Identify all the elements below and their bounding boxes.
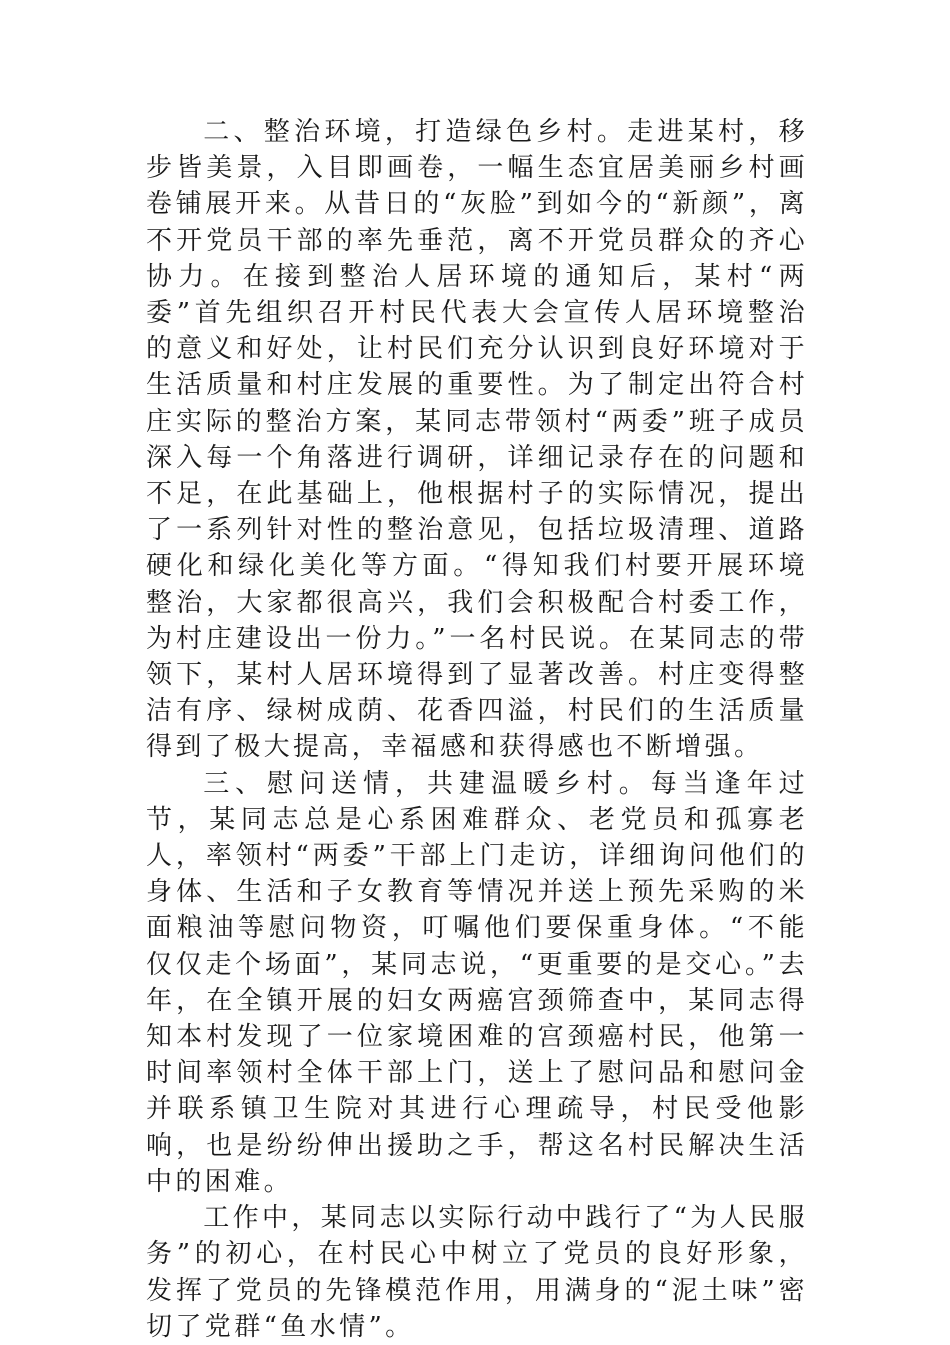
paragraph-condolence: 三、慰问送情，共建温暖乡村。每当逢年过节，某同志总是心系困难群众、老党员和孤寡老人，率领村“两委”干部上门走访，详细询问他们的身体、生活和子女教育等情况并送上预先采购的米面粮油等慰问物资，叮嘱他们要保重身体。“不能仅仅走个场面”，某同志说，“更重要的是交心。”去年，在全镇开展的妇女两癌宫颈筛查中，某同志得知本村发现了一位家境困难的宫颈癌村民，他第一时间率领村全体干部上门，送上了慰问品和慰问金并联系镇卫生院对其进行心理疏导，村民受他影响，也是纷纷伸出援助之手，帮这名村民解决生活中的困难。 (146, 768, 808, 1197)
paragraph-conclusion: 工作中，某同志以实际行动中践行了“为人民服务”的初心，在村民心中树立了党员的良好形象，发挥了党员的先锋模范作用，用满身的“泥土味”密切了党群“鱼水情”。 (146, 1203, 808, 1342)
document-body (146, 114, 808, 1345)
paragraph-environment: 二、整治环境，打造绿色乡村。走进某村，移步皆美景，入目即画卷，一幅生态宜居美丽乡村画卷铺展开来。从昔日的“灰脸”到如今的“新颜”，离不开党员干部的率先垂范，离不开党员群众的齐心协力。在接到整治人居环境的通知后，某村“两委”首先组织召开村民代表大会宣传人居环境整治的意义和好处，让村民们充分认识到良好环境对于生活质量和村庄发展的重要性。为了制定出符合村庄实际的整治方案，某同志带领村“两委”班子成员深入每一个角落进行调研，详细记录存在的问题和不足，在此基础上，他根据村子的实际情况，提出了一系列针对性的整治意见，包括垃圾清理、道路硬化和绿化美化等方面。“得知我们村要开展环境整治，大家都很高兴，我们会积极配合村委工作，为村庄建设出一份力。”一名村民说。在某同志的带领下，某村人居环境得到了显著改善。村庄变得整洁有序、绿树成荫、花香四溢，村民们的生活质量得到了极大提高，幸福感和获得感也不断增强。 (146, 117, 808, 763)
